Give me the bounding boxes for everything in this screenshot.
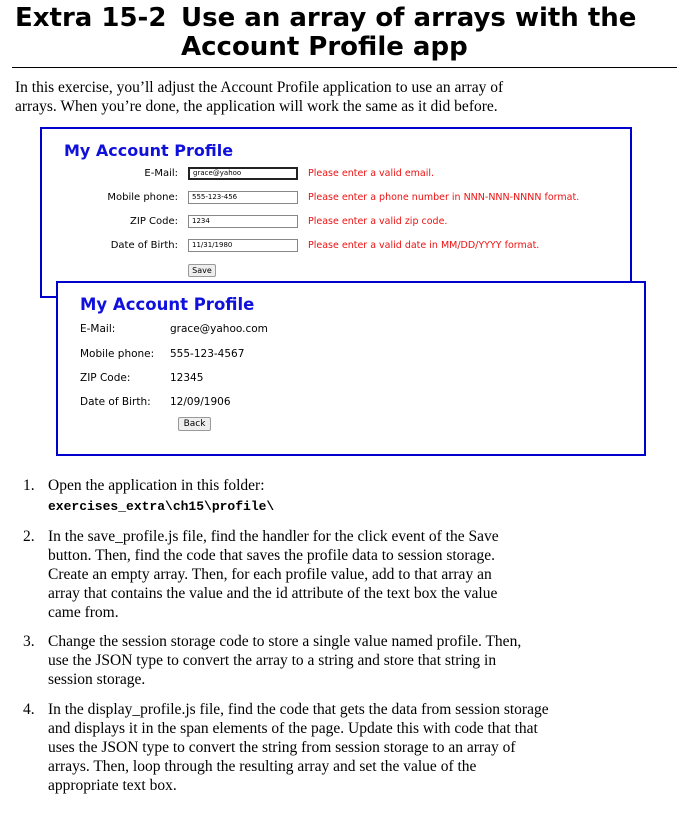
intro-paragraph <box>15 78 665 116</box>
display-zip-value: 12345 <box>170 372 204 384</box>
form-panel-title: My Account Profile <box>64 141 234 160</box>
zip-error: Please enter a valid zip code. <box>308 216 448 227</box>
step-text <box>48 632 608 689</box>
step-line: and displays it in the span elements of the page. Update this with code that that <box>48 720 538 737</box>
step-line: appropriate text box. <box>48 777 177 794</box>
back-button[interactable]: Back <box>178 417 211 431</box>
step-line: button. Then, find the code that saves the profile data to session storage. <box>48 547 495 564</box>
display-phone-label: Mobile phone: <box>80 348 155 360</box>
email-field[interactable]: grace@yahoo <box>188 167 298 180</box>
dob-field[interactable]: 11/31/1980 <box>188 239 298 252</box>
display-dob-value: 12/09/1906 <box>170 396 231 408</box>
step-line: Change the session storage code to store a single value named profile. Then, <box>48 633 522 650</box>
step-line: arrays. Then, loop through the resulting array and set the value of the <box>48 758 477 775</box>
step-text <box>48 527 608 622</box>
step-number: 1. <box>23 477 35 494</box>
zip-field[interactable]: 1234 <box>188 215 298 228</box>
step-line: Create an empty array. Then, for each profile value, add to that array an <box>48 566 492 583</box>
step-line: uses the JSON type to convert the string from session storage to an array of <box>48 739 516 756</box>
step-line: array that contains the value and the id attribute of the text box the value <box>48 585 498 602</box>
phone-error: Please enter a phone number in NNN-NNN-NNNN format. <box>308 192 580 203</box>
step-number: 2. <box>23 528 35 545</box>
step-number: 4. <box>23 701 35 718</box>
display-email-value: grace@yahoo.com <box>170 323 268 335</box>
title-rule <box>12 67 677 68</box>
step-text <box>48 476 608 495</box>
step-line: In the display_profile.js file, find the code that gets the data from session storage <box>48 701 549 718</box>
dob-label: Date of Birth: <box>110 240 178 251</box>
display-screenshot-panel <box>56 281 646 456</box>
exercise-number: Extra 15-2 <box>15 3 167 33</box>
display-phone-value: 555-123-4567 <box>170 348 245 360</box>
folder-path: exercises_extra\ch15\profile\ <box>48 499 275 514</box>
intro-line: arrays. When you’re done, the application will work the same as it did before. <box>15 98 498 115</box>
step-number: 3. <box>23 633 35 650</box>
step-line: In the save_profile.js file, find the handler for the click event of the Save <box>48 528 499 545</box>
save-button[interactable]: Save <box>188 264 216 277</box>
display-email-label: E-Mail: <box>80 323 116 335</box>
phone-field[interactable]: 555-123-456 <box>188 191 298 204</box>
exercise-title <box>181 4 681 62</box>
step-line: Open the application in this folder: <box>48 477 265 494</box>
step-line: use the JSON type to convert the array to a string and store that string in <box>48 652 497 669</box>
email-label: E-Mail: <box>144 168 178 179</box>
zip-label: ZIP Code: <box>130 216 178 227</box>
phone-label: Mobile phone: <box>107 192 178 203</box>
form-screenshot-panel <box>40 127 632 298</box>
email-error: Please enter a valid email. <box>308 168 435 179</box>
step-line: came from. <box>48 604 119 621</box>
dob-error: Please enter a valid date in MM/DD/YYYY format. <box>308 240 540 251</box>
display-dob-label: Date of Birth: <box>80 396 151 408</box>
display-panel-title: My Account Profile <box>80 295 255 314</box>
display-zip-label: ZIP Code: <box>80 372 131 384</box>
step-line: session storage. <box>48 671 146 688</box>
title-line: Account Profile app <box>181 32 468 62</box>
title-line: Use an array of arrays with the <box>181 3 637 33</box>
intro-line: In this exercise, you’ll adjust the Account Profile application to use an array of <box>15 79 504 96</box>
step-text <box>48 700 608 795</box>
